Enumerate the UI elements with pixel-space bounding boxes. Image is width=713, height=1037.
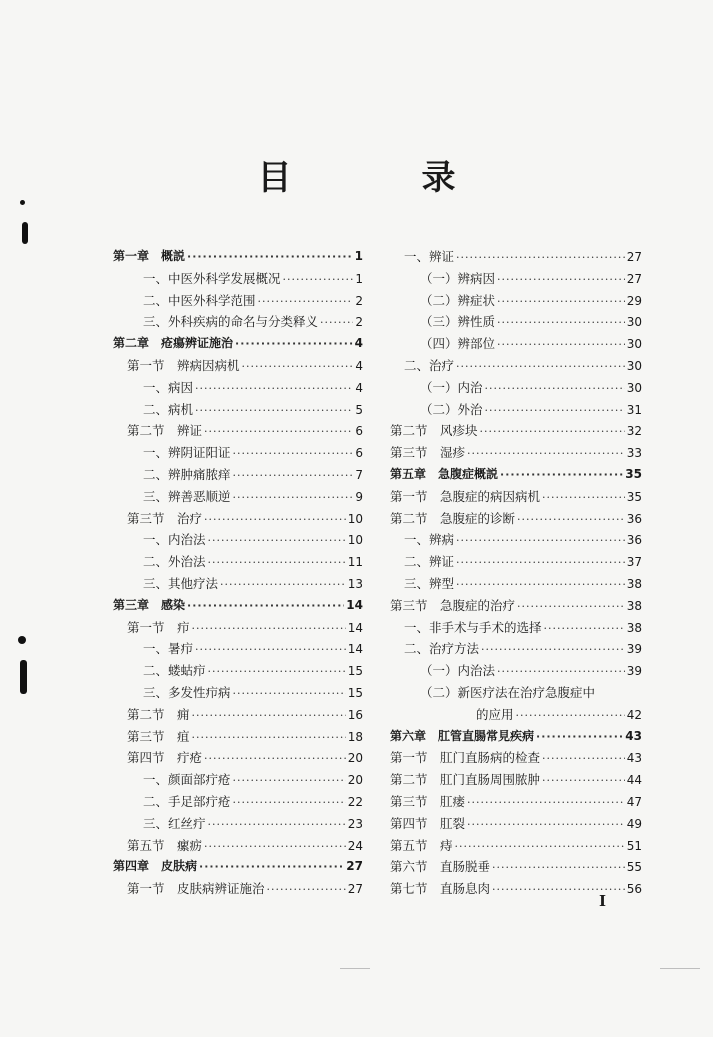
toc-leader-dots bbox=[485, 400, 625, 422]
toc-leader-dots bbox=[456, 574, 625, 596]
toc-entry-label: 一、颜面部疔疮 bbox=[143, 772, 231, 788]
toc-page-number: 36 bbox=[626, 533, 642, 548]
toc-page-number: 10 bbox=[347, 511, 363, 526]
toc-entry-label: 第三节 急腹症的治疗 bbox=[390, 597, 516, 613]
toc-page-number: 5 bbox=[355, 402, 363, 417]
toc-chapter-entry bbox=[390, 726, 642, 748]
toc-page-number: 23 bbox=[347, 816, 363, 831]
toc-entry bbox=[113, 747, 363, 769]
toc-entry-label: （三）辨性质 bbox=[420, 314, 496, 330]
toc-entry-label: 二、外治法 bbox=[143, 554, 206, 570]
toc-entry-label: 二、中医外科学范围 bbox=[143, 292, 256, 308]
toc-entry bbox=[113, 835, 363, 857]
toc-leader-dots bbox=[456, 530, 625, 552]
toc-page-number: 4 bbox=[355, 380, 363, 395]
toc-entry bbox=[113, 377, 363, 399]
toc-entry-label: 三、其他疗法 bbox=[143, 575, 219, 591]
toc-leader-dots bbox=[204, 421, 353, 443]
toc-leader-dots bbox=[267, 879, 346, 901]
toc-page-number: 56 bbox=[626, 882, 642, 897]
toc-entry bbox=[390, 486, 642, 508]
toc-entry bbox=[113, 355, 363, 377]
toc-leader-dots bbox=[497, 291, 625, 313]
toc-entry-label: 一、辨证 bbox=[404, 249, 455, 264]
toc-page-number: 55 bbox=[626, 860, 642, 875]
toc-page-number: 20 bbox=[347, 751, 363, 766]
toc-entry bbox=[113, 726, 363, 748]
toc-leader-dots bbox=[187, 595, 344, 617]
toc-page-number: 51 bbox=[626, 838, 642, 853]
toc-page-number: 1 bbox=[355, 271, 363, 286]
toc-entry bbox=[390, 595, 642, 617]
toc-entry bbox=[390, 704, 642, 726]
toc-entry bbox=[390, 660, 642, 682]
toc-entry bbox=[113, 551, 363, 573]
toc-chapter-entry bbox=[390, 464, 642, 486]
toc-entry bbox=[113, 486, 363, 508]
toc-entry-label: 第三节 肛瘘 bbox=[390, 793, 466, 809]
toc-leader-dots bbox=[536, 726, 623, 748]
toc-leader-dots bbox=[199, 856, 344, 878]
toc-entry-label: 第五节 痔 bbox=[390, 837, 453, 853]
toc-page-number: 14 bbox=[346, 597, 363, 612]
toc-page-number: 30 bbox=[626, 380, 642, 395]
toc-page-number: 2 bbox=[355, 293, 363, 308]
toc-leader-dots bbox=[187, 246, 353, 268]
toc-entry-label: 二、辨证 bbox=[404, 554, 455, 570]
scan-smudge bbox=[660, 968, 700, 969]
toc-entry bbox=[390, 420, 642, 442]
toc-entry-label: （一）辨病因 bbox=[420, 270, 496, 286]
toc-entry bbox=[390, 442, 642, 464]
toc-entry-label: 第二节 急腹症的诊断 bbox=[390, 510, 516, 526]
toc-entry bbox=[113, 508, 363, 530]
toc-leader-dots bbox=[467, 792, 625, 814]
toc-page-number: 30 bbox=[626, 337, 642, 352]
toc-leader-dots bbox=[517, 596, 625, 618]
toc-entry bbox=[390, 529, 642, 551]
toc-entry bbox=[113, 573, 363, 595]
toc-leader-dots bbox=[242, 356, 354, 378]
toc-leader-dots bbox=[192, 705, 346, 727]
toc-entry-label: 第三节 治疗 bbox=[127, 510, 203, 526]
toc-page-number: 2 bbox=[355, 315, 363, 330]
toc-entry bbox=[113, 660, 363, 682]
toc-leader-dots bbox=[208, 814, 346, 836]
toc-entry-label: 第一节 急腹症的病因病机 bbox=[390, 488, 541, 504]
toc-entry bbox=[113, 268, 363, 290]
toc-leader-dots bbox=[233, 443, 354, 465]
toc-leader-dots bbox=[456, 356, 625, 378]
toc-entry bbox=[390, 377, 642, 399]
toc-chapter-entry bbox=[113, 333, 363, 355]
toc-page-number: 30 bbox=[626, 358, 642, 373]
toc-entry bbox=[113, 769, 363, 791]
toc-entry bbox=[113, 464, 363, 486]
toc-page-number: 22 bbox=[347, 794, 363, 809]
toc-entry-label: （二）新医疗法在治疗急腹症中 bbox=[420, 684, 596, 700]
toc-page-number: 43 bbox=[626, 751, 642, 766]
toc-page-number: 14 bbox=[347, 642, 363, 657]
toc-entry bbox=[113, 813, 363, 835]
toc-page-number: 7 bbox=[355, 467, 363, 482]
toc-entry bbox=[113, 638, 363, 660]
toc-entry bbox=[113, 878, 363, 900]
toc-entry bbox=[390, 617, 642, 639]
toc-page-number: 39 bbox=[626, 664, 642, 679]
toc-leader-dots bbox=[480, 421, 625, 443]
toc-page-number: 13 bbox=[347, 576, 363, 591]
toc-entry-label: 第一节 皮肤病辨证施治 bbox=[127, 881, 265, 897]
toc-leader-dots bbox=[497, 661, 625, 683]
toc-entry bbox=[113, 290, 363, 312]
toc-leader-dots bbox=[492, 857, 625, 879]
toc-leader-dots bbox=[544, 618, 625, 640]
toc-entry-label: 第四节 肛裂 bbox=[390, 815, 466, 831]
toc-entry-label: 第一节 疖 bbox=[127, 619, 190, 635]
toc-leader-dots bbox=[235, 333, 353, 355]
toc-page-number: 27 bbox=[346, 859, 363, 874]
toc-page-number: 30 bbox=[626, 315, 642, 330]
toc-entry-label: 二、辨肿痛脓痒 bbox=[143, 466, 231, 482]
toc-entry-label: 一、内治法 bbox=[143, 532, 206, 548]
toc-entry-label: 第二节 痈 bbox=[127, 706, 190, 722]
toc-entry-label: 三、辨型 bbox=[404, 575, 455, 591]
toc-leader-dots bbox=[208, 530, 346, 552]
toc-leader-dots bbox=[204, 836, 346, 858]
toc-left-column bbox=[113, 246, 363, 900]
toc-entry-label: （一）内治法 bbox=[420, 663, 496, 679]
toc-entry bbox=[390, 290, 642, 312]
toc-page-number: 37 bbox=[626, 555, 642, 570]
toc-page-number: 9 bbox=[355, 489, 363, 504]
toc-entry bbox=[390, 747, 642, 769]
toc-entry bbox=[390, 268, 642, 290]
toc-entry bbox=[113, 442, 363, 464]
toc-entry bbox=[390, 573, 642, 595]
toc-entry-label: 第六章 肛管直腸常見疾病 bbox=[390, 728, 535, 743]
toc-page-number: 27 bbox=[347, 882, 363, 897]
toc-entry-label: 第一节 辨病因病机 bbox=[127, 357, 240, 373]
toc-page-number: 44 bbox=[626, 773, 642, 788]
toc-page-number: 31 bbox=[626, 402, 642, 417]
toc-entry-label: （二）外治 bbox=[420, 401, 483, 417]
toc-entry-label: 二、治疗 bbox=[404, 357, 455, 373]
toc-page-number: 47 bbox=[626, 794, 642, 809]
toc-entry-label: 三、外科疾病的命名与分类释义 bbox=[143, 314, 319, 330]
toc-leader-dots bbox=[258, 291, 354, 313]
toc-leader-dots bbox=[497, 334, 625, 356]
toc-leader-dots bbox=[497, 269, 625, 291]
toc-entry bbox=[390, 769, 642, 791]
toc-entry-label: 一、中医外科学发展概况 bbox=[143, 270, 281, 286]
toc-page-number: 35 bbox=[625, 466, 642, 481]
toc-page-number: 18 bbox=[347, 729, 363, 744]
toc-entry-label: 第七节 直肠息肉 bbox=[390, 881, 491, 897]
toc-entry bbox=[390, 508, 642, 530]
toc-leader-dots bbox=[195, 639, 346, 661]
toc-page-number: 14 bbox=[347, 620, 363, 635]
toc-entry-label: 二、治疗方法 bbox=[404, 641, 480, 657]
toc-entry-label: 第五章 急腹症概説 bbox=[390, 466, 499, 481]
toc-entry bbox=[390, 835, 642, 857]
toc-entry-label: 第四章 皮肤病 bbox=[113, 859, 198, 874]
toc-leader-dots bbox=[208, 661, 346, 683]
page-title: 目 录 bbox=[257, 158, 504, 198]
toc-leader-dots bbox=[204, 509, 346, 531]
toc-leader-dots bbox=[220, 574, 346, 596]
toc-entry bbox=[390, 311, 642, 333]
page-folio: I bbox=[599, 892, 607, 910]
toc-page-number: 27 bbox=[626, 250, 642, 264]
toc-entry-label: 第三章 感染 bbox=[113, 597, 186, 612]
toc-chapter-entry bbox=[113, 856, 363, 878]
toc-leader-dots bbox=[542, 748, 625, 770]
toc-entry bbox=[113, 617, 363, 639]
toc-leader-dots bbox=[233, 487, 354, 509]
toc-page-number: 11 bbox=[347, 555, 363, 570]
toc-entry-label: 第二节 辨证 bbox=[127, 423, 203, 439]
toc-leader-dots bbox=[485, 378, 625, 400]
scan-speck bbox=[22, 222, 28, 244]
toc-leader-dots bbox=[500, 464, 623, 486]
toc-entry-label: 三、多发性疖病 bbox=[143, 684, 231, 700]
toc-entry-label: 一、病因 bbox=[143, 379, 194, 395]
toc-entry-label: 一、辨病 bbox=[404, 532, 455, 548]
toc-leader-dots bbox=[208, 552, 346, 574]
toc-leader-dots bbox=[233, 792, 346, 814]
toc-leader-dots bbox=[233, 465, 354, 487]
toc-leader-dots bbox=[195, 378, 353, 400]
toc-entry bbox=[113, 399, 363, 421]
toc-entry bbox=[390, 399, 642, 421]
toc-leader-dots bbox=[455, 836, 625, 858]
toc-leader-dots bbox=[192, 618, 346, 640]
toc-entry bbox=[113, 791, 363, 813]
toc-entry bbox=[113, 529, 363, 551]
toc-entry-label: 第六节 直肠脱垂 bbox=[390, 859, 491, 875]
toc-page-number: 38 bbox=[626, 598, 642, 613]
toc-entry-label: 第二章 疮瘍辨证施治 bbox=[113, 336, 234, 351]
toc-leader-dots bbox=[195, 400, 353, 422]
toc-leader-dots bbox=[467, 443, 625, 465]
scan-smudge bbox=[340, 968, 370, 969]
toc-entry-label: 第一节 肛门直肠病的检查 bbox=[390, 750, 541, 766]
toc-entry-label: 第二节 肛门直肠周围脓肿 bbox=[390, 772, 541, 788]
toc-entry bbox=[390, 813, 642, 835]
toc-page-number: 6 bbox=[355, 446, 363, 461]
toc-leader-dots bbox=[456, 552, 625, 574]
toc-page-number: 15 bbox=[347, 664, 363, 679]
toc-page-number: 15 bbox=[347, 685, 363, 700]
toc-entry-label: 第三节 湿疹 bbox=[390, 445, 466, 461]
toc-page-number: 10 bbox=[347, 533, 363, 548]
toc-leader-dots bbox=[467, 814, 625, 836]
toc-leader-dots bbox=[542, 487, 625, 509]
scan-speck bbox=[20, 200, 25, 205]
toc-entry-label: （二）辨症状 bbox=[420, 292, 496, 308]
toc-page-number: 16 bbox=[347, 707, 363, 722]
toc-entry-label: 一、非手术与手术的选择 bbox=[404, 619, 542, 635]
toc-page-number: 32 bbox=[626, 424, 642, 439]
toc-entry-label: 三、红丝疔 bbox=[143, 815, 206, 831]
toc-leader-dots bbox=[320, 312, 353, 334]
toc-page-number: 1 bbox=[354, 249, 363, 263]
toc-page-number: 20 bbox=[347, 773, 363, 788]
toc-page-number: 42 bbox=[626, 707, 642, 722]
toc-entry bbox=[390, 791, 642, 813]
toc-page-number: 43 bbox=[625, 728, 642, 743]
toc-page-number: 33 bbox=[626, 446, 642, 461]
toc-page-number: 35 bbox=[626, 489, 642, 504]
toc-entry bbox=[390, 246, 642, 268]
toc-leader-dots bbox=[456, 247, 625, 269]
toc-entry-label: 二、病机 bbox=[143, 401, 194, 417]
toc-entry bbox=[390, 355, 642, 377]
toc-entry-label: 一、辨阴证阳证 bbox=[143, 445, 231, 461]
toc-entry bbox=[390, 333, 642, 355]
toc-entry-label: 第五节 瘰疬 bbox=[127, 837, 203, 853]
toc-entry-label: 第一章 概説 bbox=[113, 249, 186, 263]
toc-entry bbox=[113, 682, 363, 704]
toc-page-number: 6 bbox=[355, 424, 363, 439]
toc-entry-label: 二、手足部疔疮 bbox=[143, 793, 231, 809]
toc-page-number: 29 bbox=[626, 293, 642, 308]
toc-entry-label: 的应用 bbox=[476, 706, 514, 722]
toc-chapter-entry bbox=[113, 246, 363, 268]
toc-page-number: 38 bbox=[626, 576, 642, 591]
toc-page-number: 4 bbox=[354, 336, 363, 351]
toc-leader-dots bbox=[233, 683, 346, 705]
toc-leader-dots bbox=[517, 509, 625, 531]
toc-leader-dots bbox=[233, 770, 346, 792]
toc-entry bbox=[113, 704, 363, 726]
toc-leader-dots bbox=[283, 269, 354, 291]
toc-entry bbox=[390, 638, 642, 660]
toc-leader-dots bbox=[192, 727, 346, 749]
toc-leader-dots bbox=[481, 639, 625, 661]
scan-speck bbox=[18, 636, 26, 644]
toc-right-column bbox=[390, 246, 642, 900]
toc-entry bbox=[390, 856, 642, 878]
toc-entry-label: 二、蝼蛄疖 bbox=[143, 663, 206, 679]
toc-entry-label: 第四节 疔疮 bbox=[127, 750, 203, 766]
toc-page-number: 27 bbox=[626, 271, 642, 286]
toc-leader-dots bbox=[516, 705, 625, 727]
toc-leader-dots bbox=[542, 770, 625, 792]
toc-entry-label: （四）辨部位 bbox=[420, 336, 496, 352]
toc-entry bbox=[113, 311, 363, 333]
toc-page-number: 39 bbox=[626, 642, 642, 657]
toc-page-number: 49 bbox=[626, 816, 642, 831]
toc-page-number: 38 bbox=[626, 620, 642, 635]
toc-page-number: 24 bbox=[347, 838, 363, 853]
toc-entry bbox=[390, 551, 642, 573]
toc-leader-dots bbox=[204, 748, 346, 770]
toc-entry-label: 一、暑疖 bbox=[143, 641, 194, 657]
toc-entry-label: 三、辨善恶顺逆 bbox=[143, 488, 231, 504]
toc-page-number: 4 bbox=[355, 358, 363, 373]
toc-entry bbox=[390, 682, 642, 704]
toc-entry bbox=[113, 420, 363, 442]
toc-entry-label: 第二节 风疹块 bbox=[390, 423, 478, 439]
toc-entry-label: （一）内治 bbox=[420, 379, 483, 395]
toc-leader-dots bbox=[497, 312, 625, 334]
toc-chapter-entry bbox=[113, 595, 363, 617]
scan-speck bbox=[20, 660, 27, 694]
toc-page-number: 36 bbox=[626, 511, 642, 526]
toc-entry-label: 第三节 疽 bbox=[127, 728, 190, 744]
